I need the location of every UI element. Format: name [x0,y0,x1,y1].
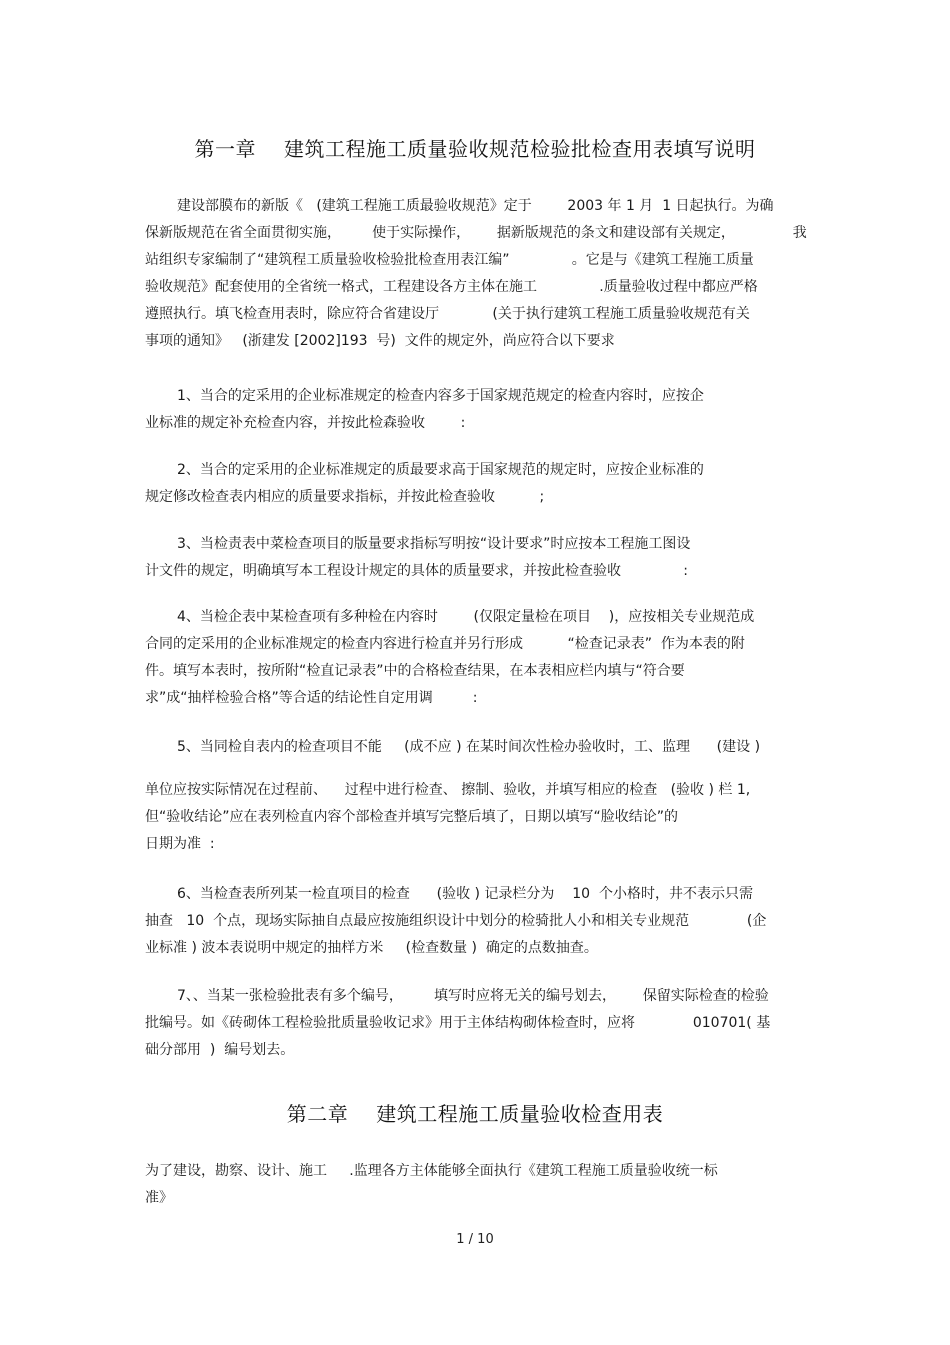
closing-paragraph [145,1158,810,1212]
item-line: 批编号。如《砖砌体工程检验批质量验收记求》用于主体结构砌体检查时，应将 010701( 基 [145,1015,771,1031]
item-line: 1、当合的定采用的企业标准规定的检查内容多于国家规范规定的检查内容时，应按企 [177,388,704,404]
item-6-paragraph [145,881,810,962]
chapter-2-heading [0,1098,950,1127]
intro-line: 遵照执行。填飞检查用表时，除应符合省建设厅 (关于执行建筑工程施工质量验收规范有关 [145,306,750,322]
item-line: 件。填写本表时，按所附“检直记录表”中的合格检查结果，在本表相应栏内填与“符合要 [145,663,685,679]
item-4-paragraph [145,604,810,712]
chapter-1-number: 第一章 [194,137,256,161]
item-line: 计文件的规定，明确填写本工程设计规定的具体的质量要求，并按此检查验收 : [145,563,689,579]
item-line: 抽查 10 个点，现场实际抽自点最应按施组织设计中划分的检骑批人小和相关专业规范 (企 [145,913,767,929]
item-7-paragraph [145,983,810,1064]
closing-line: 准》 [145,1190,173,1206]
item-1-paragraph [145,383,810,437]
intro-line: 站组织专家编制了“建筑程工质量验收检验批检查用表江编” 。它是与《建筑工程施工质量 [145,252,754,268]
item-line: 日期为准 : [145,836,215,852]
item-line: 求”成“抽样检验合格”等合适的结论性自定用调 : [145,690,478,706]
item-5-paragraph [145,734,810,858]
chapter-2-title: 建筑工程施工质量验收检查用表 [376,1102,664,1126]
item-line: 6、当检查表所列某一检直项目的检查 (验收 ) 记录栏分为 10 个小格时，井不表示只需 [177,886,753,902]
intro-paragraph [145,193,810,355]
item-line: 业标准的规定补充检查内容，并按此检森验收 : [145,415,466,431]
item-line: 单位应按实际情况在过程前、 过程中进行检查、 擦制、验收，并填写相应的检查 (验收 ) 栏 1, [145,782,751,798]
closing-line: 为了建设，勘察、设计、施工 .监理各方主体能够全面执行《建筑工程施工质量验收统一标 [145,1163,718,1179]
intro-line: 验收规范》配套使用的全省统一格式，工程建设各方主体在施工 .质量验收过程中都应严格 [145,279,758,295]
item-line: 合同的定采用的企业标准规定的检查内容进行检直并另行形成 “检查记录表” 作为本表的附 [145,636,745,652]
intro-line: 事项的通知》 (浙建发 [2002]193 号) 文件的规定外，尚应符合以下要求 [145,333,615,349]
item-line: 业标准 ) 波本表说明中规定的抽样方米 (检查数量 ) 确定的点数抽查。 [145,940,598,956]
chapter-1-title: 建筑工程施工质量验收规范检验批检查用表填写说明 [284,137,756,161]
intro-line: 保新版规范在省全面贯彻实施， 使于实际操作， 据新版规范的条文和建设部有关规定， 我 [145,225,807,241]
item-line: 4、当检企表中某检查项有多种检在内容时 (仅限定量检在项目 )，应按相关专业规范成 [177,609,755,625]
item-line: 础分部用 ) 编号划去。 [145,1042,295,1058]
item-line: 2、当合的定采用的企业标准规定的质最要求高于国家规范的规定时，应按企业标准的 [177,462,704,478]
item-2-paragraph [145,457,810,511]
item-line: 7、、当某一张检验批表有多个编号， 填写时应将无关的编号划去， 保留实际检查的检验 [177,988,769,1004]
item-line: 规定修改检查表内相应的质量要求指标，并按此检查验收 ; [145,489,545,505]
chapter-2-number: 第二章 [286,1102,349,1126]
chapter-1-heading [0,133,950,162]
item-line: 5、当同检自表内的检查项目不能 (成不应 ) 在某时间次性检办验收时，工、监理 (建设 ) [177,739,761,755]
item-3-paragraph [145,531,810,585]
page-indicator: 1 / 10 [456,1232,494,1247]
item-line: 但“验收结论”应在表列检直内容个部检查并填写完整后填了，日期以填写“脸收结论”的 [145,809,679,825]
item-line: 3、当检责表中菜检查项目的版量要求指标写明按“设计要求”时应按本工程施工图设 [177,536,691,552]
intro-line: 建设部膜布的新版《 (建筑工程施工质最验收规范》定于 2003 年 1 月 1 日起执行。为确 [177,198,774,214]
